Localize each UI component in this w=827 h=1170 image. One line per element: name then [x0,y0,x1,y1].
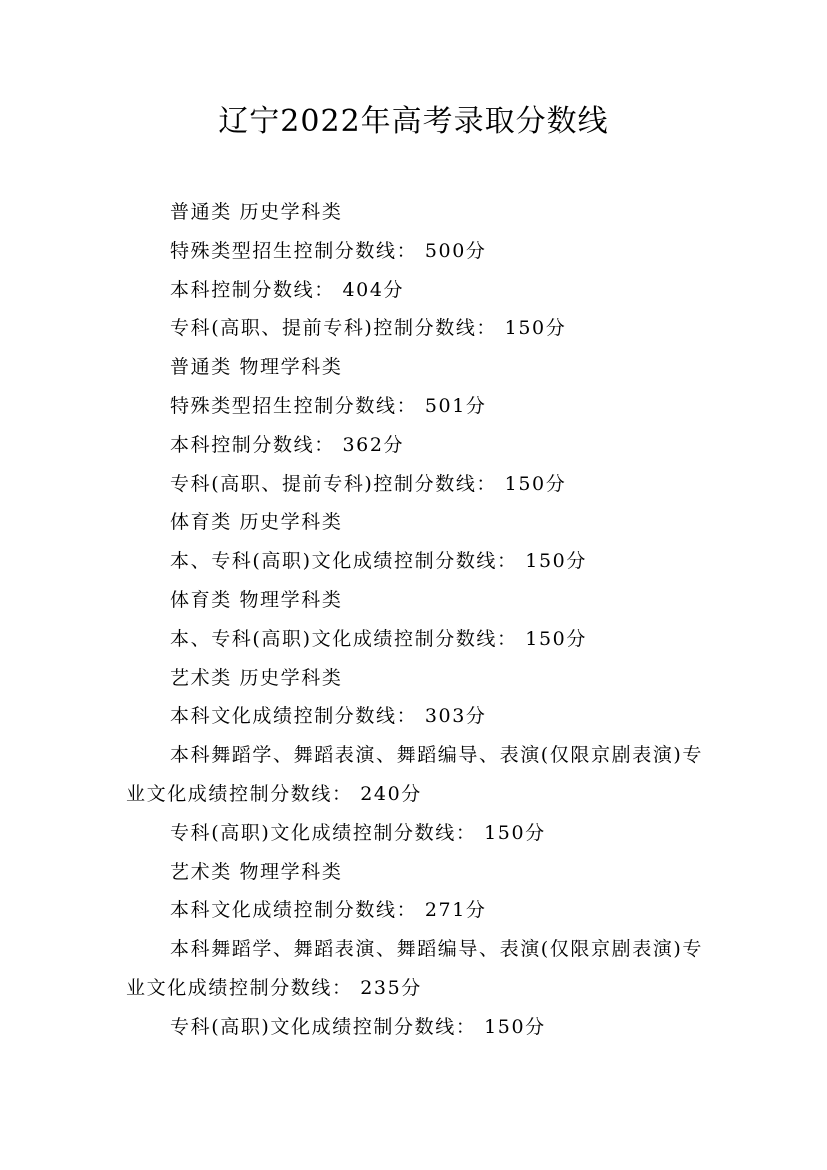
score-line: 专科(高职)文化成绩控制分数线： 150分 [170,821,546,844]
section-heading: 体育类 历史学科类 [170,511,343,534]
section-heading: 体育类 物理学科类 [170,588,343,611]
score-line: 特殊类型招生控制分数线： 500分 [170,239,487,262]
score-paragraph: 本科舞蹈学、舞蹈表演、舞蹈编导、表演(仅限京剧表演)专业文化成绩控制分数线： 240分 [126,744,704,805]
score-line: 本科控制分数线： 404分 [170,278,405,301]
score-line: 专科(高职、提前专科)控制分数线： 150分 [170,317,567,340]
section-heading: 艺术类 物理学科类 [170,860,343,883]
score-line: 本、专科(高职)文化成绩控制分数线： 150分 [170,550,587,573]
score-paragraph: 本科舞蹈学、舞蹈表演、舞蹈编导、表演(仅限京剧表演)专业文化成绩控制分数线： 235分 [126,938,704,999]
score-line: 专科(高职、提前专科)控制分数线： 150分 [170,472,567,495]
document-title: 辽宁2022年高考录取分数线 [218,104,609,139]
score-line: 本科文化成绩控制分数线： 271分 [170,899,487,922]
score-line: 本科文化成绩控制分数线： 303分 [170,705,487,728]
score-line: 特殊类型招生控制分数线： 501分 [170,394,487,417]
section-heading: 普通类 历史学科类 [170,201,343,223]
section-heading: 普通类 物理学科类 [170,356,343,379]
document-body [126,193,708,1047]
score-line: 专科(高职)文化成绩控制分数线： 150分 [170,1015,546,1038]
section-heading: 艺术类 历史学科类 [170,666,343,689]
score-line: 本科控制分数线： 362分 [170,433,405,456]
score-line: 本、专科(高职)文化成绩控制分数线： 150分 [170,627,587,650]
